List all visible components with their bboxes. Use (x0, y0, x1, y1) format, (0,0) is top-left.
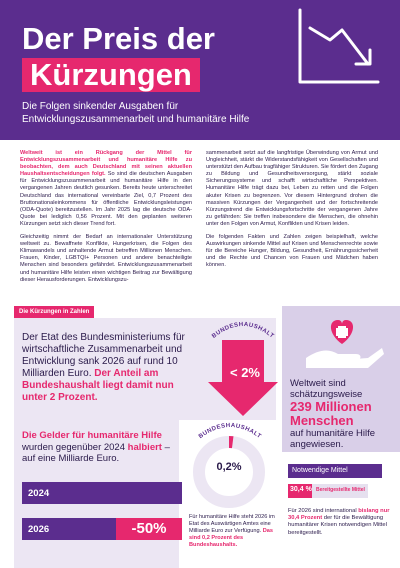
title-line1: Der Preis der (22, 21, 215, 56)
humanitarian-rest2: – auf eine Milliarde Euro. (22, 441, 170, 464)
subtitle: Die Folgen sinkender Ausgaben für Entwicklungszusammenarbeit und humanitäre Hilfe (22, 101, 250, 125)
title-line2: Kürzungen (22, 58, 200, 92)
intro-text (0, 140, 400, 300)
intro-column-right (206, 150, 378, 276)
bar-2026-year: 2026 (28, 524, 50, 535)
heart-hand-icon (298, 314, 386, 370)
share-highlight: Das sind 0,2 Prozent des Bundeshaushalts. (189, 528, 273, 548)
budget-panel (14, 318, 276, 420)
funding-percent: 30,4 % (290, 486, 312, 493)
humanitarian-pink2: halbiert (127, 441, 162, 453)
intro-right-p2: Die folgenden Fakten und Zahlen zeigen beispielhaft, welche Auswirkungen sinkende Mittel auf Krisen und Menschenrechte sowie für die Bereiche Hunger, Bildung, Gesundheit, Ernährungssicherheit und die Rechte und Chancen von Frauen und Mädchen haben können. (206, 234, 378, 269)
budget-text (22, 332, 192, 404)
intro-column-left (20, 150, 192, 290)
section-label: Die Kürzungen in Zahlen (14, 306, 94, 318)
people-text (290, 378, 396, 450)
budget-text-main: Der Etat des Bundesministeriums für wirtschaftliche Zusammenarbeit und Entwicklung sank 2026 auf rund 10 Milliarden Euro. (22, 332, 185, 379)
funding-bar (288, 484, 368, 498)
people-line2: auf humanitäre Hilfe angewiesen. (290, 428, 376, 450)
declining-chart-icon (294, 4, 382, 90)
funding-text (288, 508, 394, 537)
arc-label-1-text: BUNDESHAUSHALT (211, 321, 275, 340)
budget-highlight: Der Anteil am Bundeshaushalt liegt damit nun unter 2 Prozent. (22, 368, 174, 403)
people-highlight: 239 Millionen Menschen (290, 399, 372, 428)
bar-2024: 2024 (22, 482, 182, 504)
intro-left-p1: So sind die deutschen Ausgaben für Entwicklungszusammenarbeit und humanitäre Hilfe in den vergangenen Jahren deutlich gesunken. Bereits heute unterschreitet Deutschland das international vereinbarte Ziel, 0,7 Prozent des Bruttonationaleinkommens für öffentliche Entwicklungsleistungen (ODA-Quote) bereitzustellen. Im Jahr 2025 lag die deutsche ODA-Quote bei lediglich 0,56 Prozent. Mit den geplanten weiteren Kürzungen setzt sich dieser Trend fort. (20, 171, 192, 227)
share-value: 0,2% (216, 461, 242, 473)
share-panel (183, 420, 279, 568)
intro-left-p2: Gleichzeitig nimmt der Bedarf an internationaler Unterstützung weltweit zu. Bewaffnete Konflikte, Hungerkrisen, die Folgen des Klimawandels und anhaltende Armut betreffen Millionen Menschen. Frauen, Kinder, LGBTQI+ Personen und andere benachteiligte Menschen sind besonders gefährdet. Entwicklungszusammenarbeit und humanitäre Hilfe leisten einen wichtigen Beitrag zur Bewältigung dieser Herausforderungen. Entwicklungszu- (20, 234, 192, 283)
humanitarian-rest1: wurden gegenüber 2024 (22, 441, 126, 453)
arrow-value: < 2% (230, 365, 260, 380)
humanitarian-text (22, 430, 182, 465)
share-text (189, 514, 281, 549)
funding-panel (282, 456, 400, 568)
header (0, 0, 400, 140)
intro-lead: Weltweit ist ein Rückgang der Mittel für Entwicklungszusammenarbeit und humanitäre Hilfe zu beobachten, dem auch Deutschland mit seinen aktuellen Haushaltsentscheidungen folgt. (20, 150, 192, 178)
funding-highlight: bislang nur 30,4 Prozent (288, 508, 390, 522)
page-title (22, 22, 215, 92)
humanitarian-pink: Die Gelder für humanitäre Hilfe (22, 430, 162, 441)
humanitarian-panel (14, 420, 179, 568)
bar-2026 (22, 518, 182, 540)
arc-label-2-text: BUNDESHAUSHALT (197, 422, 263, 440)
funding-text-rest: der für die Bewältigung humanitärer Krisen notwendigen Mittel bereitgestellt. (288, 515, 387, 536)
share-text-main: Für humanitäre Hilfe steht 2026 im Etat des Auswärtigen Amtes eine Milliarde Euro zur Verfügung. (189, 514, 275, 534)
intro-right-p1: sammenarbeit setzt auf die langfristige Überwindung von Armut und Ungleichheit, stärkt die Widerstandsfähigkeit von Gesellschaften und unterstützt den Aufbau tragfähiger Strukturen. Sie fördert den Zugang zu Bildung und Gesundheitsversorgung, stärkt soziale Sicherungssysteme und schafft wirtschaftliche Perspektiven. Humanitäre Hilfe trägt dazu bei, Leben zu retten und die Folgen akuter Krisen zu begrenzen. Vor diesem Hintergrund drohen die massiven Kürzungen der Vergangenheit und der fortschreitende Kürzungstrend die Entwicklungsfortschritte der vergangenen Jahre zu gefährden: Sie treffen insbesondere die Menschen, die ohnehin unter den Folgen von Armut, Konflikten und Krisen leiden. (206, 150, 378, 227)
funding-title: Notwendige Mittel (288, 464, 382, 478)
people-panel (282, 306, 400, 452)
bar-2026-change: -50% (116, 518, 182, 540)
people-line1: Weltweit sind schätzungsweise (290, 378, 363, 400)
funding-bar-label: Bereitgestellte Mittel (316, 487, 365, 493)
funding-text-main: Für 2026 sind international (288, 508, 357, 514)
